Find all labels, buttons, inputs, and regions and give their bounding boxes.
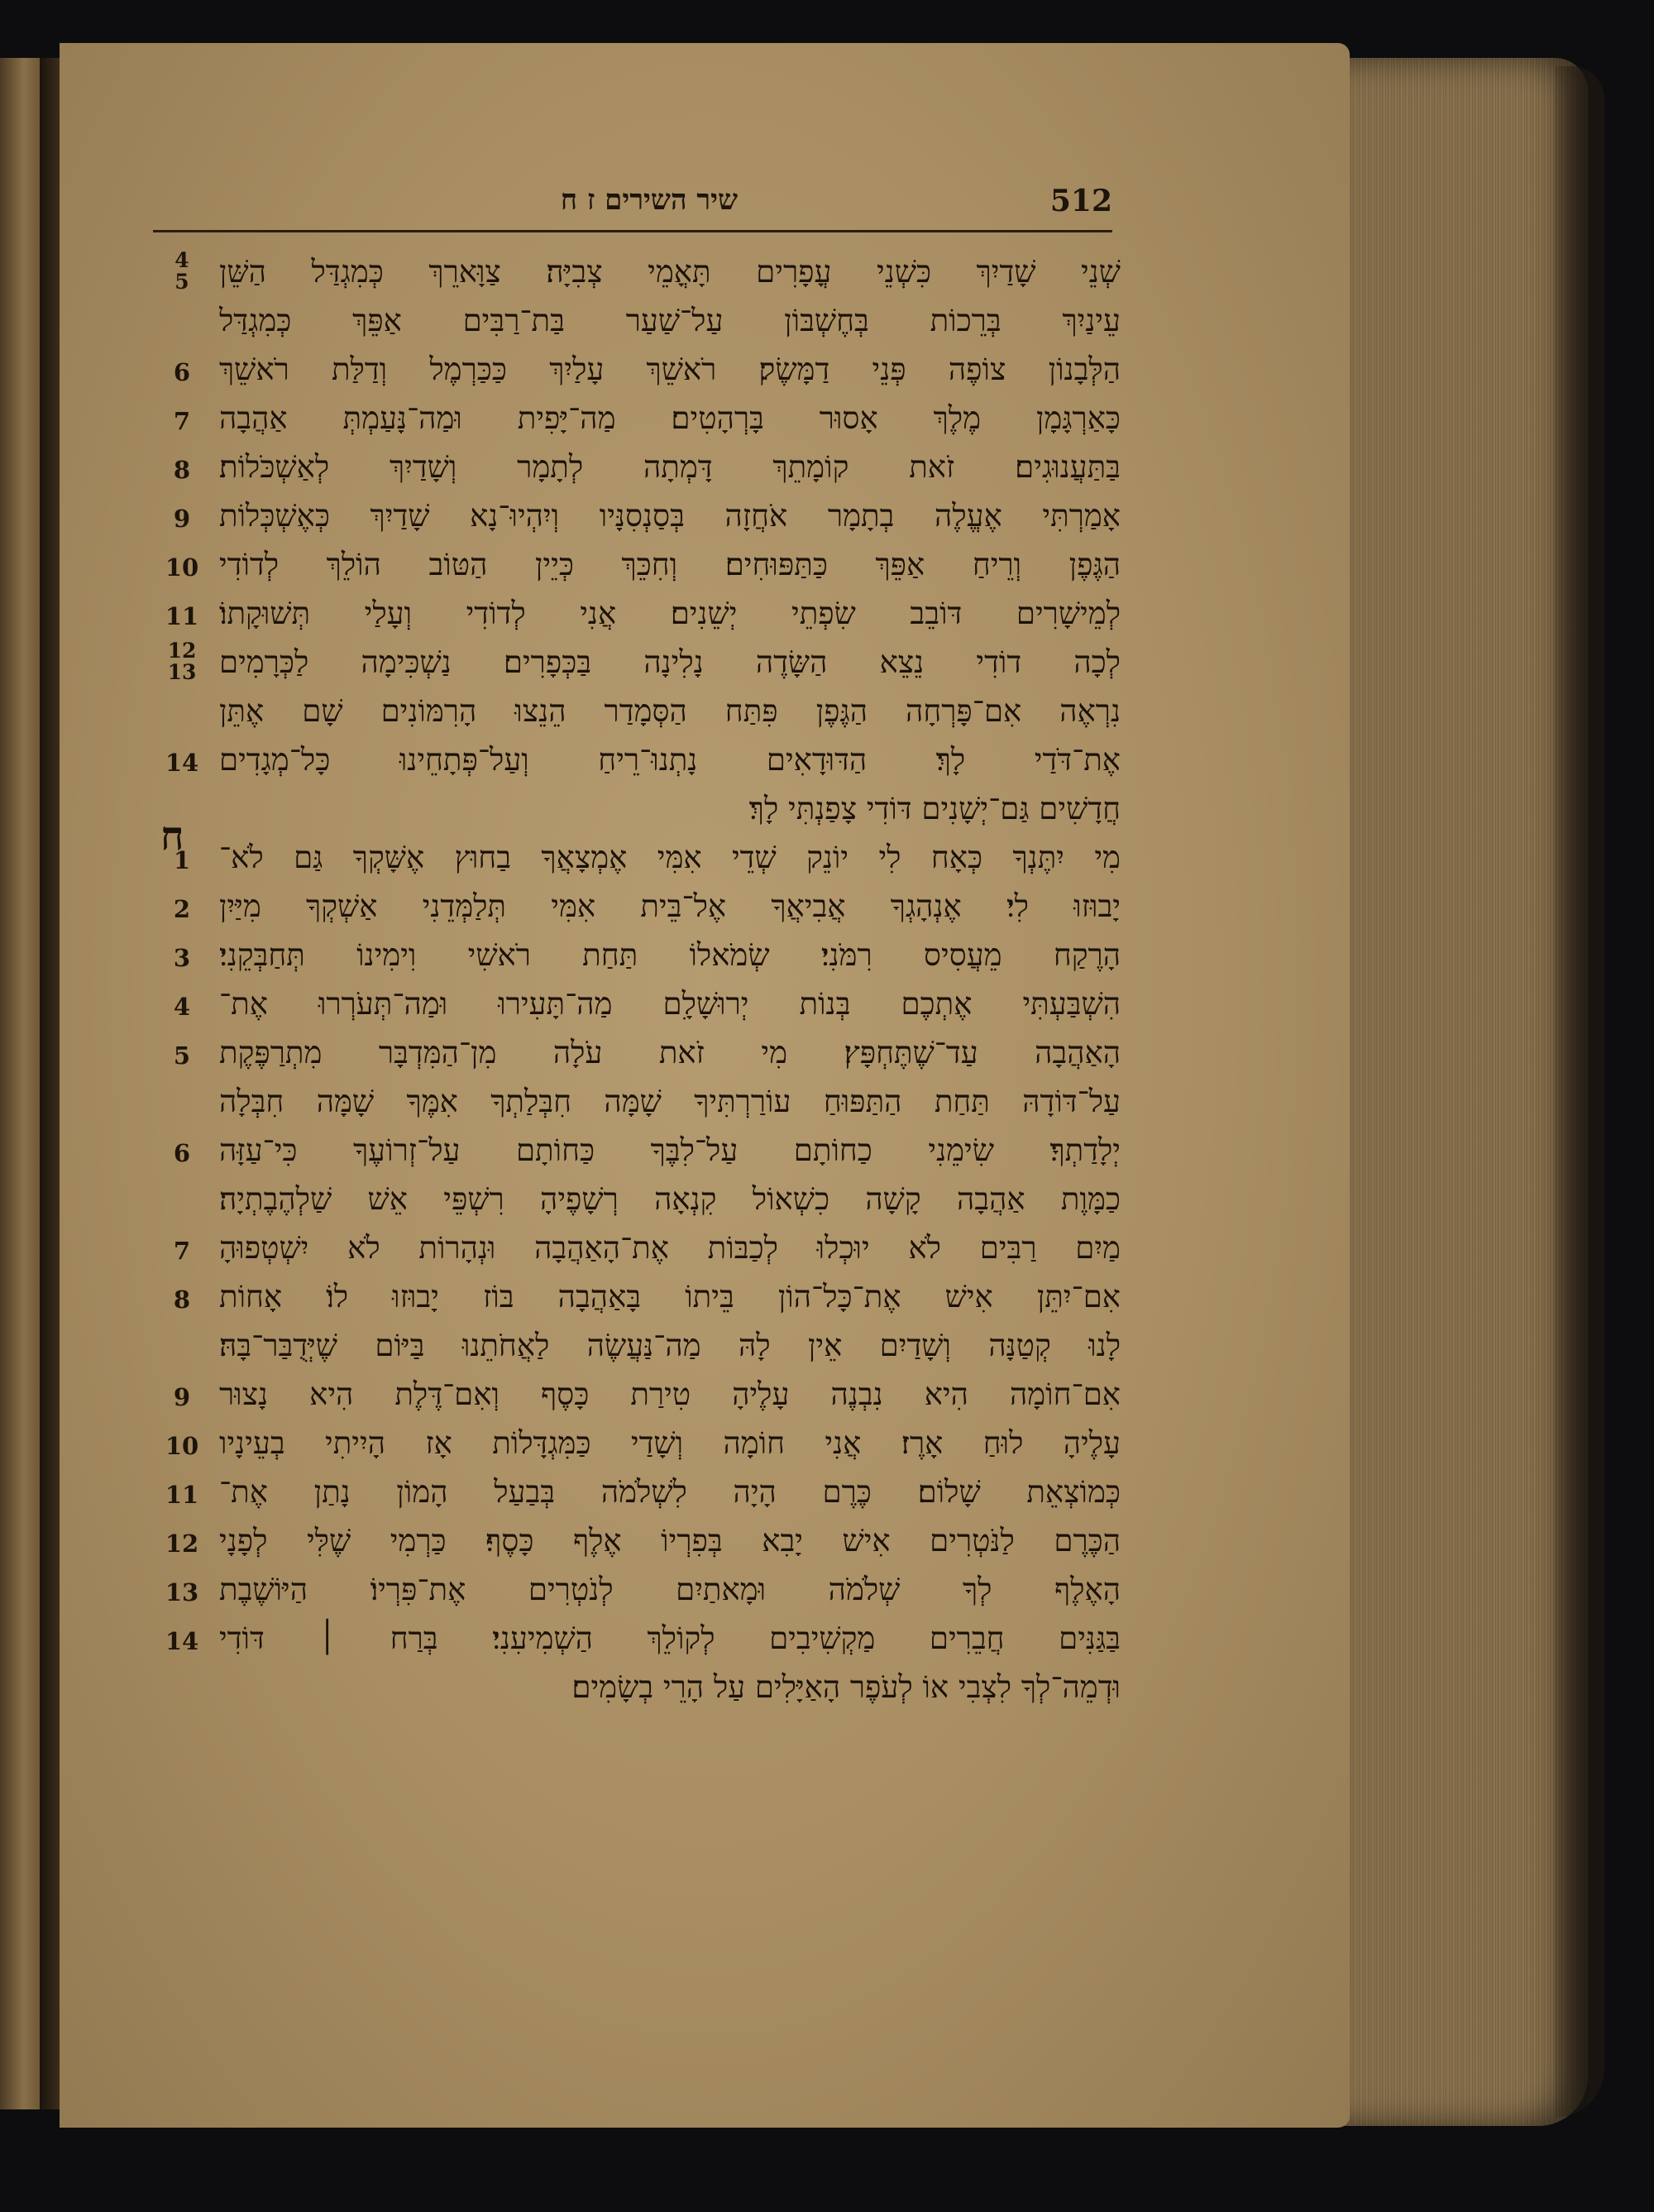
text-line <box>157 1322 1150 1371</box>
verse-number: 8 <box>173 1286 191 1314</box>
hebrew-text-line: הַכֶּרֶם לַנֹּטְרִים אִישׁ יָבִא בְּפִרְיוֹ אֶלֶף כָּסֶף׃ כַּרְמִי שֶׁלִּי לְפָנָי <box>219 1523 1121 1558</box>
hebrew-text-line: הָרֶקַח מֵעֲסִיס רִמֹּנִי׃ שְׂמֹאלוֹ תַּחַת רֹאשִׁי וִימִינוֹ תְּחַבְּקֵנִי׃ <box>219 937 1121 973</box>
text-line <box>157 834 1150 883</box>
hebrew-text-line: כַמָּוֶת אַהֲבָה קָשָׁה כִשְׁאוֹל קִנְאָה רְשָׁפֶיהָ רִשְׁפֵּי אֵשׁ שַׁלְהֶבֶתְיָה׃ <box>219 1181 1121 1217</box>
hebrew-text-line: הָאַהֲבָה עַד־שֶׁתֶּחְפָּץ׃ מִי זֹאת עֹלָה מִן־הַמִּדְבָּר מִתְרַפֶּקֶת <box>219 1035 1121 1070</box>
hebrew-text-line: עָלֶיהָ לוּחַ אָרֶז׃ אֲנִי חוֹמָה וְשָׁדַי כַּמִּגְדָּלוֹת אָז הָיִיתִי בְעֵינָיו <box>219 1425 1121 1461</box>
text-line <box>157 1566 1150 1615</box>
verse-number: 5 <box>174 270 189 294</box>
hebrew-text-line: הָאֶלֶף לְךָ שְׁלֹמֹה וּמָאתַיִם לְנֹטְרִים אֶת־פִּרְיוֹ׃ הַיּוֹשֶׁבֶת <box>219 1572 1121 1607</box>
verse-number: 13 <box>167 660 197 684</box>
hebrew-text-line: הִשְׁבַּעְתִּי אֶתְכֶם בְּנוֹת יְרוּשָׁלִָם מַה־תָּעִירוּ וּמַה־תְּעֹרְרוּ אֶת־ <box>219 986 1121 1022</box>
text-line <box>157 541 1150 590</box>
verse-number: 9 <box>173 505 191 533</box>
chapter-marker: ח <box>160 813 184 859</box>
verse-number: 14 <box>165 1627 199 1655</box>
verse-number: 7 <box>173 407 191 435</box>
verse-number: 11 <box>165 602 199 630</box>
hebrew-text-line: שְׁנֵי שָׁדַיִךְ כִּשְׁנֵי עֳפָרִים תָּאֳמֵי צְבִיָּה׃ צַוָּארֵךְ כְּמִגְדַּל הַשֵּׁן <box>219 254 1121 290</box>
text-line <box>157 1175 1150 1224</box>
book-gutter <box>40 58 60 2109</box>
text-line <box>157 443 1150 492</box>
hebrew-text-line: וּדְמֵה־לְךָ לִצְבִי אוֹ לְעֹפֶר הָאַיָּלִים עַל הָרֵי בְשָׂמִים׃ <box>571 1669 1121 1705</box>
hebrew-text-line: לָנוּ קְטַנָּה וְשָׁדַיִם אֵין לָהּ מַה־נַּעֲשֶׂה לַאֲחֹתֵנוּ בַּיּוֹם שֶׁיְּדֻבַּר־בָּהּ׃ <box>219 1328 1121 1363</box>
page-number: 512 <box>1049 184 1112 218</box>
hebrew-text-line: יְלָדַתְךָ׃ שִׂימֵנִי כַחוֹתָם עַל־לִבֶּךָ כַּחוֹתָם עַל־זְרוֹעֶךָ כִּי־עַזָּה <box>219 1132 1121 1168</box>
text-line <box>157 1078 1150 1127</box>
hebrew-text-line: אִם־חוֹמָה הִיא נִבְנֶה עָלֶיהָ טִירַת כָּסֶף וְאִם־דֶּלֶת הִיא נָצוּר <box>219 1377 1121 1412</box>
verse-number: 6 <box>173 358 191 386</box>
verse-number: 10 <box>165 553 199 582</box>
text-line <box>157 1664 1150 1712</box>
verse-number: 7 <box>173 1237 191 1265</box>
hebrew-text-line: עֵינַיִךְ בְּרֵכוֹת בְּחֶשְׁבּוֹן עַל־שַׁעַר בַּת־רַבִּים אַפֵּךְ כְּמִגְדַּל <box>219 303 1121 338</box>
verse-number: 11 <box>165 1481 199 1509</box>
hebrew-text-line: מַיִם רַבִּים לֹא יוּכְלוּ לְכַבּוֹת אֶת־הָאַהֲבָה וּנְהָרוֹת לֹא יִשְׁטְפוּהָ <box>219 1230 1121 1266</box>
text-line <box>157 248 1150 297</box>
verse-number: 10 <box>165 1432 199 1460</box>
verse-number: 6 <box>173 1139 191 1167</box>
verse-number: 2 <box>173 895 191 923</box>
hebrew-text-line: הַגֶּפֶן וְרֵיחַ אַפֵּךְ כַּתַּפּוּחִים׃ וְחִכֵּךְ כְּיֵין הַטּוֹב הוֹלֵךְ לְדוֹדִי <box>219 547 1121 582</box>
text-line <box>157 1029 1150 1078</box>
hebrew-text-line: אָמַרְתִּי אֶעֱלֶה בְתָמָר אֹחֲזָה בְּסַנְסִנָּיו וְיִהְיוּ־נָא שָׁדַיִךְ כְּאֶשְׁכְּלוֹת <box>219 498 1121 534</box>
verse-number: 3 <box>173 944 191 972</box>
text-line <box>157 1127 1150 1175</box>
hebrew-text-line: כְּמוֹצְאֵת שָׁלוֹם׃ כֶּרֶם הָיָה לִשְׁלֹמֹה בְּבַעַל הָמוֹן נָתַן אֶת־ <box>219 1474 1121 1510</box>
hebrew-text-line: לְכָה דוֹדִי נֵצֵא הַשָּׂדֶה נָלִינָה בַּכְּפָרִים׃ נַשְׁכִּימָה לַכְּרָמִים <box>219 644 1121 680</box>
text-line <box>157 1420 1150 1468</box>
text-line <box>157 931 1150 980</box>
verse-number: 12 <box>167 639 197 663</box>
text-line <box>157 639 1150 687</box>
text-line <box>157 492 1150 541</box>
verse-number: 9 <box>173 1383 191 1411</box>
hebrew-text-line: מִי יִתֶּנְךָ כְּאָח לִי יוֹנֵק שְׁדֵי אִמִּי אֶמְצָאֲךָ בַחוּץ אֶשָּׁקְךָ גַּם לֹא־ <box>219 840 1121 875</box>
text-line <box>157 1615 1150 1664</box>
verse-number: 13 <box>165 1578 199 1606</box>
text-line <box>157 1224 1150 1273</box>
verse-number: 5 <box>173 1041 191 1070</box>
book-cover-edge <box>1555 66 1604 2118</box>
text-line <box>157 395 1150 443</box>
text-line <box>157 1371 1150 1420</box>
verse-number: 1 <box>173 846 191 874</box>
text-line <box>157 687 1150 736</box>
text-line <box>157 297 1150 346</box>
text-line <box>157 590 1150 639</box>
text-line <box>157 1517 1150 1566</box>
hebrew-text-line: כָּאַרְגָּמָן מֶלֶךְ אָסוּר בָּרְהָטִים׃ מַה־יָּפִית וּמַה־נָּעַמְתְּ אַהֲבָה <box>219 400 1121 436</box>
text-line <box>157 883 1150 931</box>
hebrew-text-line: נִרְאֶה אִם־פָּרְחָה הַגֶּפֶן פִּתַּח הַסְּמָדַר הֵנֵצוּ הָרִמּוֹנִים שָׁם אֶתֵּן <box>219 693 1121 729</box>
text-line <box>157 1273 1150 1322</box>
page-header <box>153 184 1112 232</box>
hebrew-text-line: הַלְּבָנוֹן צוֹפֶה פְּנֵי דַמָּשֶׂק׃ רֹאשֵׁךְ עָלַיִךְ כַּכַּרְמֶל וְדַלַּת רֹאשֵׁךְ <box>219 352 1121 387</box>
hebrew-text-line: לְמֵישָׁרִים דּוֹבֵב שִׂפְתֵי יְשֵׁנִים׃ אֲנִי לְדוֹדִי וְעָלַי תְּשׁוּקָתוֹ׃ <box>219 596 1121 631</box>
text-line <box>157 346 1150 395</box>
verse-number: 14 <box>165 749 199 777</box>
hebrew-text-line: בַּגַּנִּים חֲבֵרִים מַקְשִׁיבִים לְקוֹלֵךְ הַשְׁמִיעִנִי׃ בְּרַח ׀ דּוֹדִי <box>219 1621 1121 1656</box>
text-line <box>157 980 1150 1029</box>
hebrew-text-line: עַל־דּוֹדָהּ תַּחַת הַתַּפּוּחַ עוֹרַרְתִּיךָ שָׁמָּה חִבְּלַתְךָ אִמֶּךָ שָׁמָּה חִבְּלָה <box>219 1084 1121 1119</box>
verse-number: 8 <box>173 456 191 484</box>
hebrew-text-line: אֶת־דֹּדַי לָךְ׃ הַדּוּדָאִים נָתְנוּ־רֵיחַ וְעַל־פְּתָחֵינוּ כָּל־מְגָדִים <box>219 742 1121 778</box>
scripture-text-block <box>157 248 1150 1712</box>
running-title: שיר השירים ז ח <box>560 184 739 217</box>
verse-number: 4 <box>174 248 189 272</box>
text-line <box>157 1468 1150 1517</box>
facing-page-edge <box>0 58 42 2109</box>
text-line <box>157 736 1150 785</box>
verse-number: 4 <box>173 993 191 1021</box>
hebrew-text-line: חֲדָשִׁים גַּם־יְשָׁנִים דּוֹדִי צָפַנְתִּי לָךְ׃ <box>748 791 1121 826</box>
hebrew-text-line: אִם־יִתֵּן אִישׁ אֶת־כָּל־הוֹן בֵּיתוֹ בָּאַהֲבָה בּוֹז יָבוּזוּ לוֹ׃ אָחוֹת <box>219 1279 1121 1314</box>
hebrew-text-line: יָבוּזוּ לִי׃ אֶנְהָגְךָ אֲבִיאֲךָ אֶל־בֵּית אִמִּי תְּלַמְּדֵנִי אַשְׁקְךָ מִיַּיִן <box>219 888 1121 924</box>
verse-number: 12 <box>165 1530 199 1558</box>
page-block-edge <box>1340 58 1588 2126</box>
hebrew-text-line: בַּתַּעֲנוּגִים׃ זֹאת קוֹמָתֵךְ דָּמְתָה לְתָמָר וְשָׁדַיִךְ לְאַשְׁכֹּלוֹת׃ <box>219 449 1121 485</box>
